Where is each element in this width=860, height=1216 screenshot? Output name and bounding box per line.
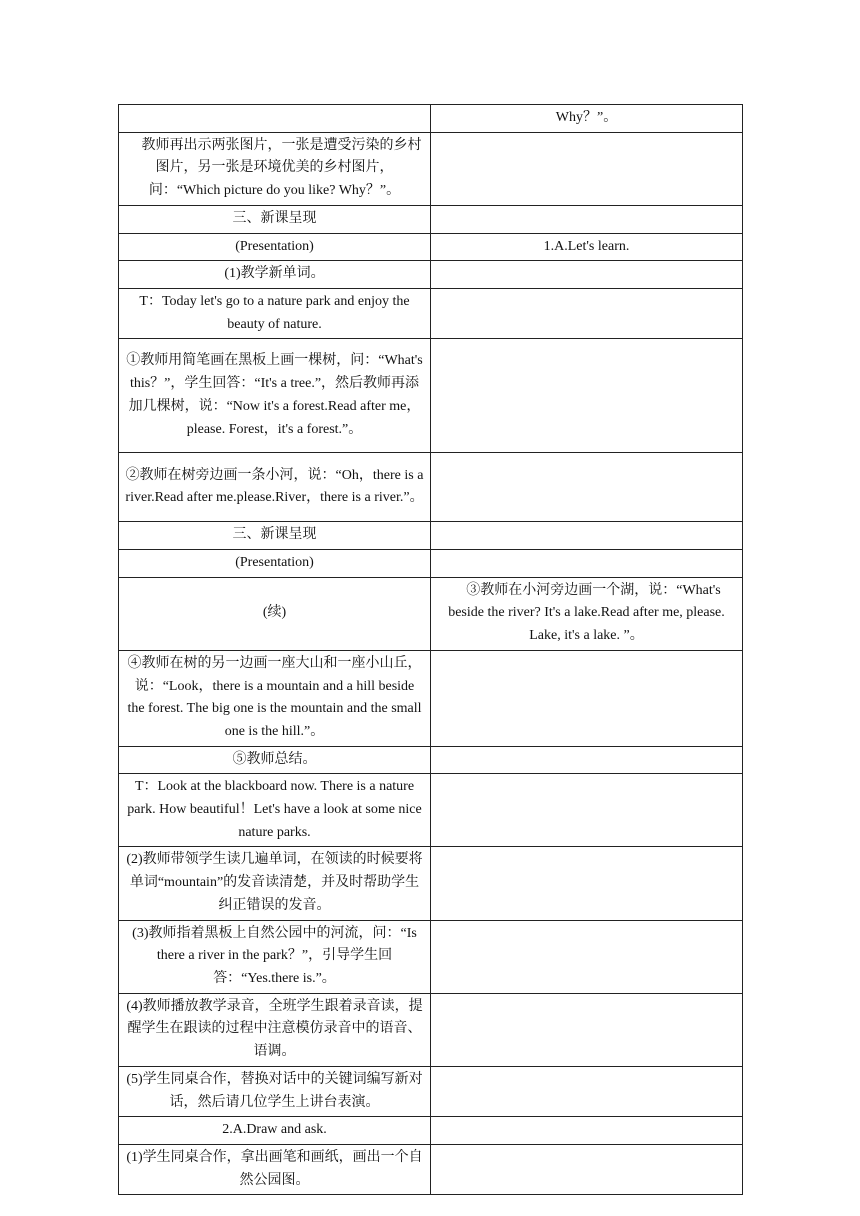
right-cell xyxy=(431,132,743,205)
left-cell: (1)学生同桌合作，拿出画笔和画纸，画出一个自然公园图。 xyxy=(119,1144,431,1194)
right-cell xyxy=(431,522,743,550)
right-cell xyxy=(431,920,743,993)
left-cell: ①教师用简笔画在黑板上画一棵树，问：“What's this？”，学生回答：“It's a tree.”，然后教师再添加几棵树，说：“Now it's a forest.Read after me，please. Forest，it's a forest.”。 xyxy=(119,339,431,453)
right-cell xyxy=(431,993,743,1066)
right-cell xyxy=(431,1144,743,1194)
left-cell: (Presentation) xyxy=(119,550,431,578)
right-cell xyxy=(431,1066,743,1116)
right-cell xyxy=(431,339,743,453)
right-cell xyxy=(431,205,743,233)
table-row xyxy=(119,261,743,289)
section-heading-cell: 三、新课呈现 xyxy=(119,205,431,233)
table-row xyxy=(119,847,743,920)
left-cell xyxy=(119,105,431,133)
right-cell xyxy=(431,746,743,774)
left-cell: ②教师在树旁边画一条小河，说：“Oh，there is a river.Read after me.please.River，there is a river.”。 xyxy=(119,453,431,522)
table-row xyxy=(119,339,743,453)
right-cell xyxy=(431,288,743,338)
table-row xyxy=(119,522,743,550)
table-row xyxy=(119,288,743,338)
left-cell: (5)学生同桌合作，替换对话中的关键词编写新对话，然后请几位学生上讲台表演。 xyxy=(119,1066,431,1116)
right-cell: Why？”。 xyxy=(431,105,743,133)
left-cell: T：Today let's go to a nature park and enjoy the beauty of nature. xyxy=(119,288,431,338)
left-cell: ④教师在树的另一边画一座大山和一座小山丘，说：“Look，there is a mountain and a hill beside the forest. The big one is the mountain and the small one is the hill.”。 xyxy=(119,650,431,746)
left-cell: (Presentation) xyxy=(119,233,431,261)
right-cell xyxy=(431,1117,743,1145)
section-heading-cell: 三、新课呈现 xyxy=(119,522,431,550)
table-row xyxy=(119,920,743,993)
table-row xyxy=(119,105,743,133)
table-row xyxy=(119,550,743,578)
table-row xyxy=(119,577,743,650)
left-cell: (1)教学新单词。 xyxy=(119,261,431,289)
table-row xyxy=(119,774,743,847)
table-row xyxy=(119,205,743,233)
table-row xyxy=(119,1117,743,1145)
left-cell: (4)教师播放教学录音，全班学生跟着录音读，提醒学生在跟读的过程中注意模仿录音中的语音、语调。 xyxy=(119,993,431,1066)
left-cell: (续) xyxy=(119,577,431,650)
left-cell: ⑤教师总结。 xyxy=(119,746,431,774)
right-cell xyxy=(431,261,743,289)
left-cell: (3)教师指着黑板上自然公园中的河流，问：“Is there a river in the park？”，引导学生回答：“Yes.there is.”。 xyxy=(119,920,431,993)
right-cell xyxy=(431,650,743,746)
left-cell: (2)教师带领学生读几遍单词，在领读的时候要将单词“mountain”的发音读清楚，并及时帮助学生纠正错误的发音。 xyxy=(119,847,431,920)
table-row xyxy=(119,453,743,522)
right-cell: ③教师在小河旁边画一个湖，说：“What's beside the river? It's a lake.Read after me, please. Lake, it's a lake. ”。 xyxy=(431,577,743,650)
left-cell: T：Look at the blackboard now. There is a nature park. How beautiful！Let's have a look at some nice nature parks. xyxy=(119,774,431,847)
right-cell xyxy=(431,453,743,522)
table-row xyxy=(119,993,743,1066)
table-row xyxy=(119,233,743,261)
right-cell: 1.A.Let's learn. xyxy=(431,233,743,261)
right-cell xyxy=(431,847,743,920)
table-row xyxy=(119,746,743,774)
right-cell xyxy=(431,774,743,847)
right-cell xyxy=(431,550,743,578)
table-row xyxy=(119,650,743,746)
table-row xyxy=(119,1066,743,1116)
left-cell: 2.A.Draw and ask. xyxy=(119,1117,431,1145)
table-row xyxy=(119,1144,743,1194)
table-row xyxy=(119,132,743,205)
left-cell: 教师再出示两张图片，一张是遭受污染的乡村图片，另一张是环境优美的乡村图片，问：“Which picture do you like? Why？”。 xyxy=(119,132,431,205)
lesson-plan-table xyxy=(118,104,743,1195)
